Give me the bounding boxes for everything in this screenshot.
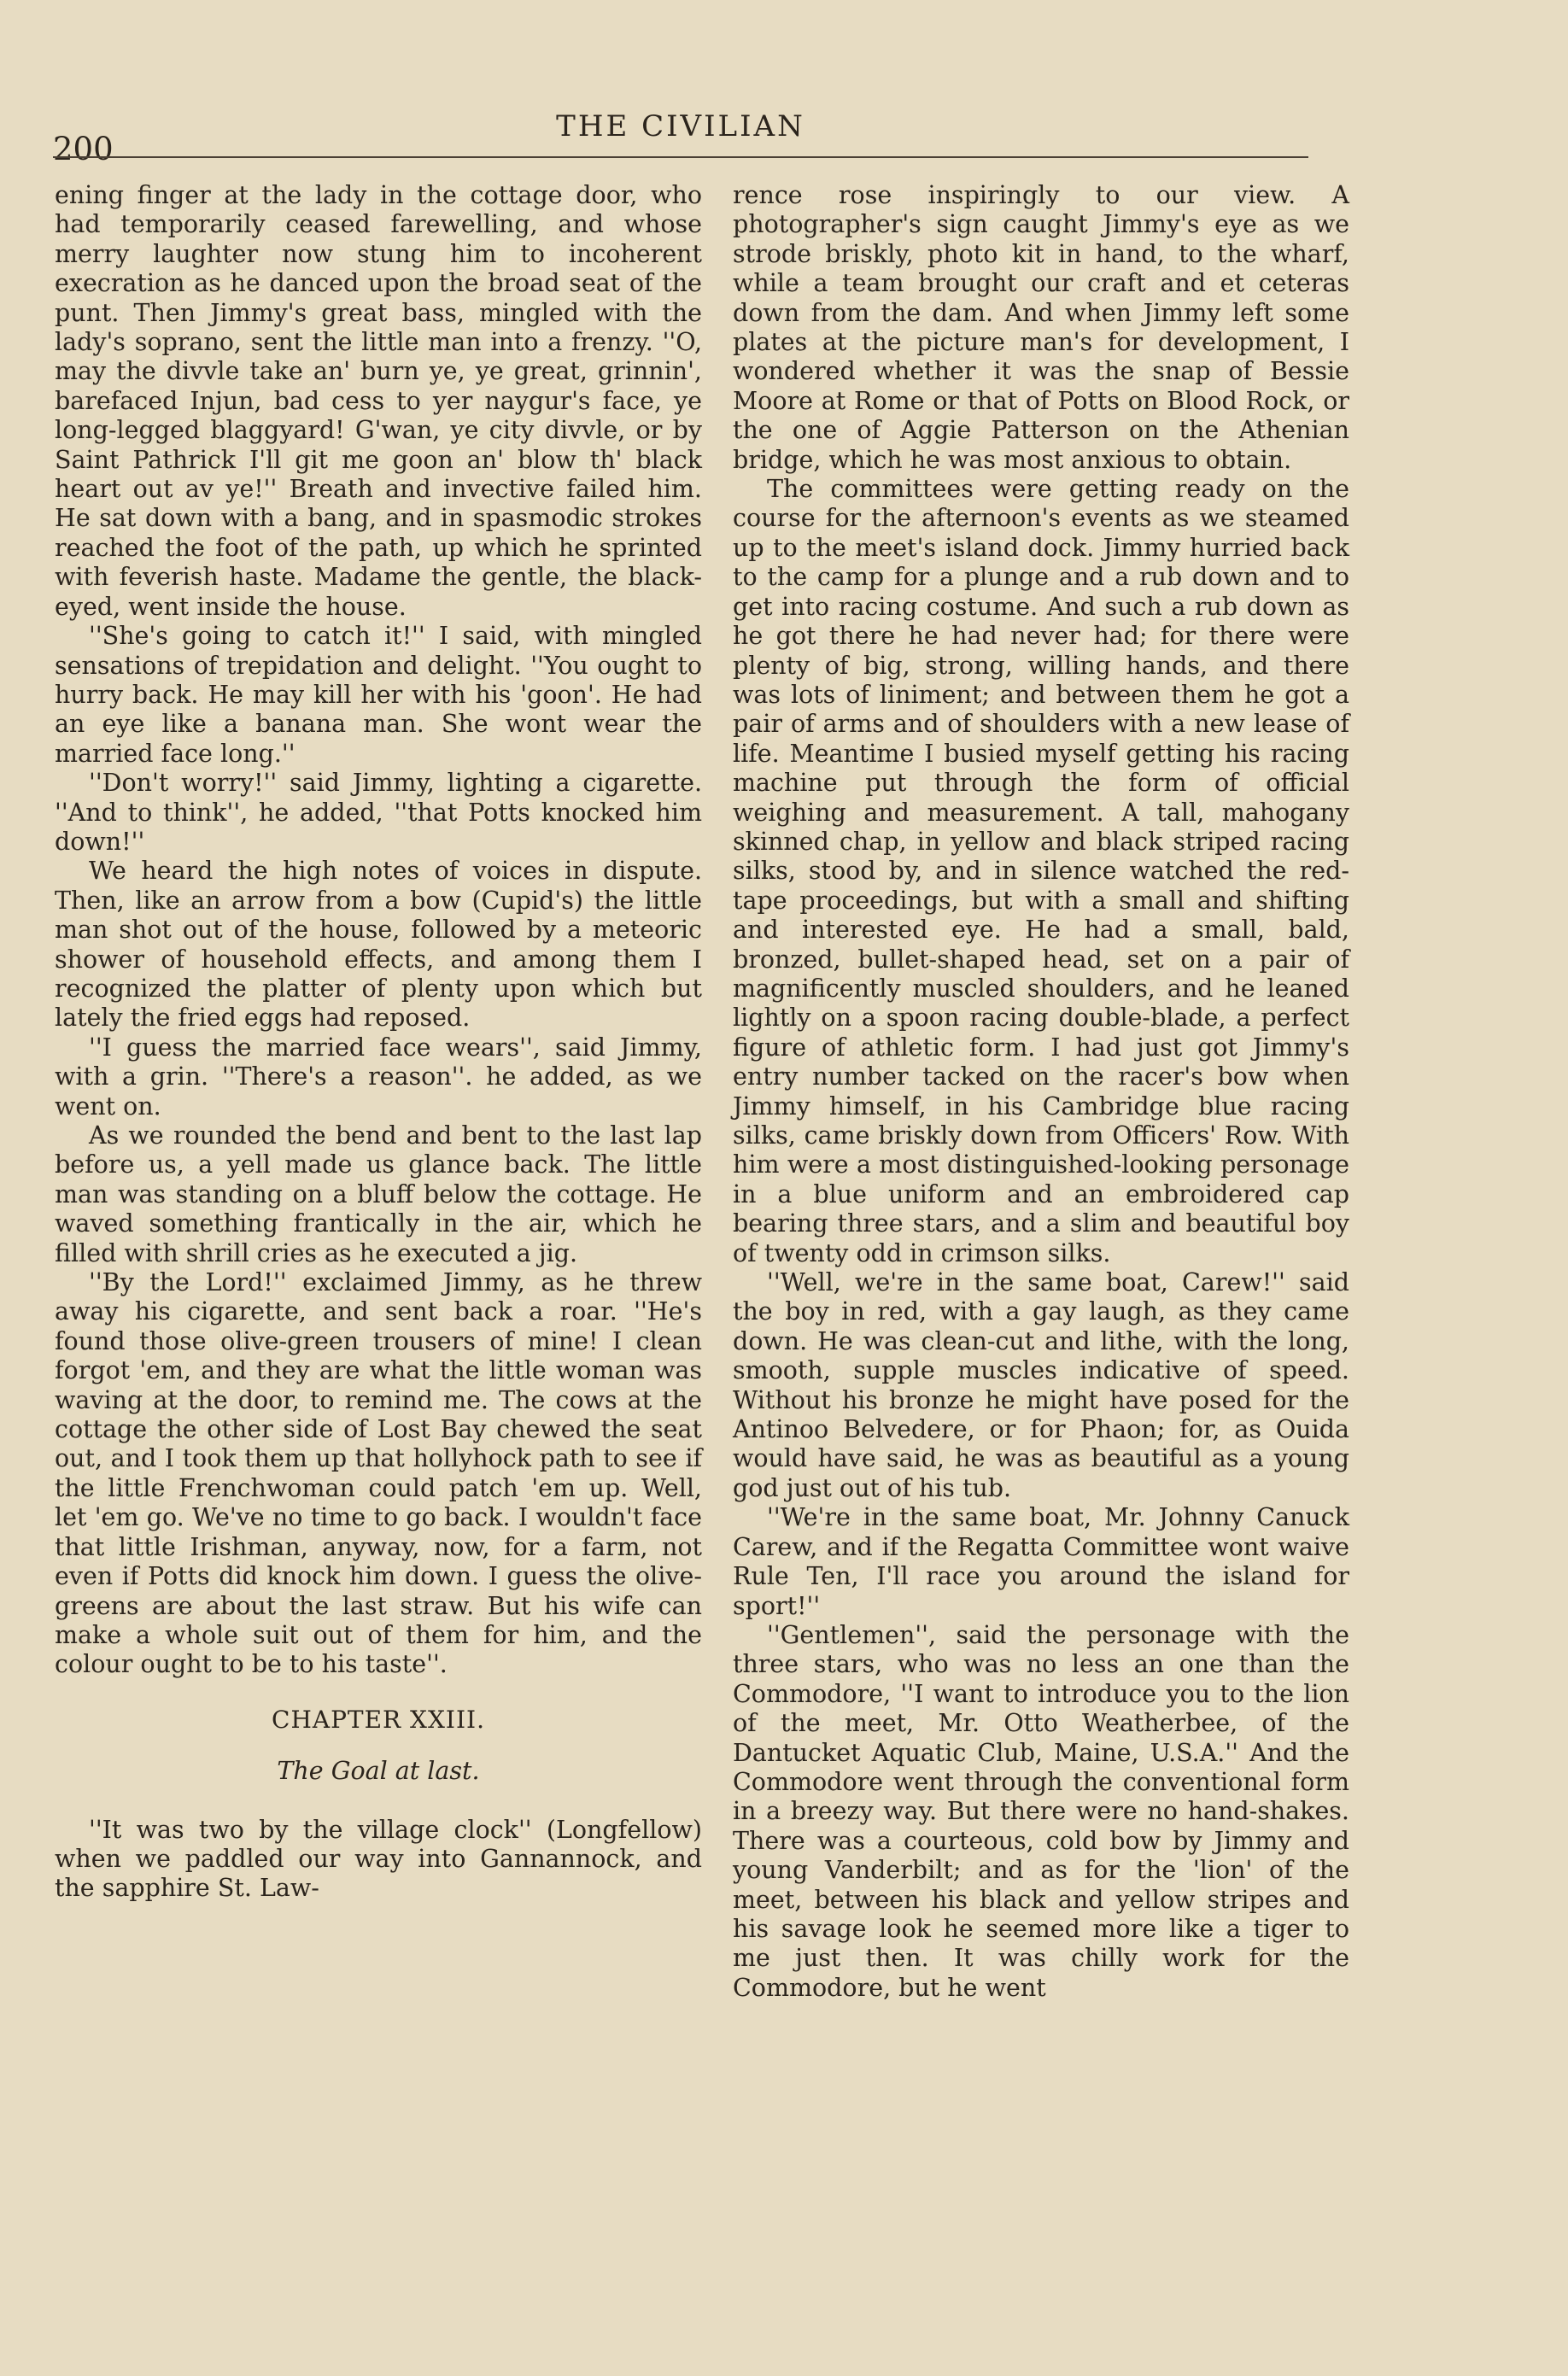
- chapter-heading: CHAPTER XXIII.: [272, 1705, 485, 1734]
- paragraph: ening finger at the lady in the cottage door, who had temporarily ceased farewelling, and whose merry laughter now stung him to incoherent execration as he danced upon the broad seat of the punt. Then Jimmy's great bass, mingled with the lady's soprano, sent the little man into a frenzy. ''O, may the divvle take an' burn ye, ye great, grinnin', barefaced Injun, bad cess to yer naygur's face, ye long-legged blaggyard! G'wan, ye city divvle, or by Saint Pathrick I'll git me goon an' blow th' black heart out av ye!'' Breath and invective failed him. He sat down with a bang, and in spasmodic strokes reached the foot of the path, up which he sprinted with feverish haste. Madame the gentle, the black-eyed, went inside the house.: [55, 181, 702, 621]
- paragraph: As we rounded the bend and bent to the last lap before us, a yell made us glance back. The little man was standing on a bluff below the cottage. He waved something frantically in the air, which he filled with shrill cries as he executed a jig.: [55, 1121, 702, 1267]
- right-column: [733, 181, 1349, 2003]
- paragraph: We heard the high notes of voices in dispute. Then, like an arrow from a bow (Cupid's) the little man shot out of the house, followed by a meteoric shower of household effects, and among them I recognized the platter of plenty upon which but lately the fried eggs had reposed.: [55, 857, 702, 1033]
- paragraph: ''She's going to catch it!'' I said, with mingled sensations of trepidation and delight. ''You ought to hurry back. He may kill her with his 'goon'. He had an eye like a banana man. She wont wear the married face long.'': [55, 622, 702, 768]
- paragraph: ''I guess the married face wears'', said Jimmy, with a grin. ''There's a reason''. he added, as we went on.: [55, 1033, 702, 1121]
- header-rule: [53, 156, 1308, 158]
- paragraph: ''Well, we're in the same boat, Carew!'' said the boy in red, with a gay laugh, as they came down. He was clean-cut and lithe, with the long, smooth, supple muscles indicative of speed. Without his bronze he might have posed for the Antinoo Belvedere, or for Phaon; for, as Ouida would have said, he was as beautiful as a young god just out of his tub.: [733, 1268, 1349, 1502]
- page-header: [53, 109, 1308, 167]
- page-number: 200: [53, 131, 114, 167]
- paragraph: ''Don't worry!'' said Jimmy, lighting a cigarette. ''And to think'', he added, ''that Potts knocked him down!'': [55, 769, 702, 856]
- paragraph: ''It was two by the village clock'' (Longfellow) when we paddled our way into Gannannock, and the sapphire St. Law-: [55, 1815, 702, 1903]
- paragraph: The committees were getting ready on the course for the afternoon's events as we steamed up to the meet's island dock. Jimmy hurried back to the camp for a plunge and a rub down and to get into racing costume. And such a rub down as he got there he had never had; for there were plenty of big, strong, willing hands, and there was lots of liniment; and between them he got a pair of arms and of shoulders with a new lease of life. Meantime I busied myself getting his racing machine put through the form of official weighing and measurement. A tall, mahogany skinned chap, in yellow and black striped racing silks, stood by, and in silence watched the red-tape proceedings, but with a small and shifting and interested eye. He had a small, bald, bronzed, bullet-shaped head, set on a pair of magnificently muscled shoulders, and he leaned lightly on a spoon racing double-blade, a perfect figure of athletic form. I had just got Jimmy's entry number tacked on the racer's bow when Jimmy himself, in his Cambridge blue racing silks, came briskly down from Officers' Row. With him were a most distinguished-looking personage in a blue uniform and an embroidered cap bearing three stars, and a slim and beautiful boy of twenty odd in crimson silks.: [733, 475, 1349, 1267]
- paragraph: ''Gentlemen'', said the personage with the three stars, who was no less an one than the Commodore, ''I want to introduce you to the lion of the meet, Mr. Otto Weatherbee, of the Dantucket Aquatic Club, Maine, U.S.A.'' And the Commodore went through the conventional form in a breezy way. But there were no hand-shakes. There was a courteous, cold bow by Jimmy and young Vanderbilt; and as for the 'lion' of the meet, between his black and yellow stripes and his savage look he seemed more like a tiger to me just then. It was chilly work for the Commodore, but he went: [733, 1620, 1349, 2002]
- paragraph: ''By the Lord!'' exclaimed Jimmy, as he threw away his cigarette, and sent back a roar. ''He's found those olive-green trousers of mine! I clean forgot 'em, and they are what the little woman was waving at the door, to remind me. The cows at the cottage the other side of Lost Bay chewed the seat out, and I took them up that hollyhock path to see if the little Frenchwoman could patch 'em up. Well, let 'em go. We've no time to go back. I wouldn't face that little Irishman, anyway, now, for a farm, not even if Potts did knock him down. I guess the olive-greens are about the last straw. But his wife can make a whole suit out of them for him, and the colour ought to be to his taste''.: [55, 1268, 702, 1679]
- running-title: THE CIVILIAN: [556, 109, 805, 143]
- paragraph: ''We're in the same boat, Mr. Johnny Canuck Carew, and if the Regatta Committee wont waive Rule Ten, I'll race you around the island for sport!'': [733, 1503, 1349, 1620]
- chapter-subtitle: The Goal at last.: [277, 1757, 480, 1786]
- paragraph: rence rose inspiringly to our view. A photographer's sign caught Jimmy's eye as we strode briskly, photo kit in hand, to the wharf, while a team brought our craft and et ceteras down from the dam. And when Jimmy left some plates at the picture man's for development, I wondered whether it was the snap of Bessie Moore at Rome or that of Potts on Blood Rock, or the one of Aggie Patterson on the Athenian bridge, which he was most anxious to obtain.: [733, 181, 1349, 474]
- left-column: [55, 181, 702, 1904]
